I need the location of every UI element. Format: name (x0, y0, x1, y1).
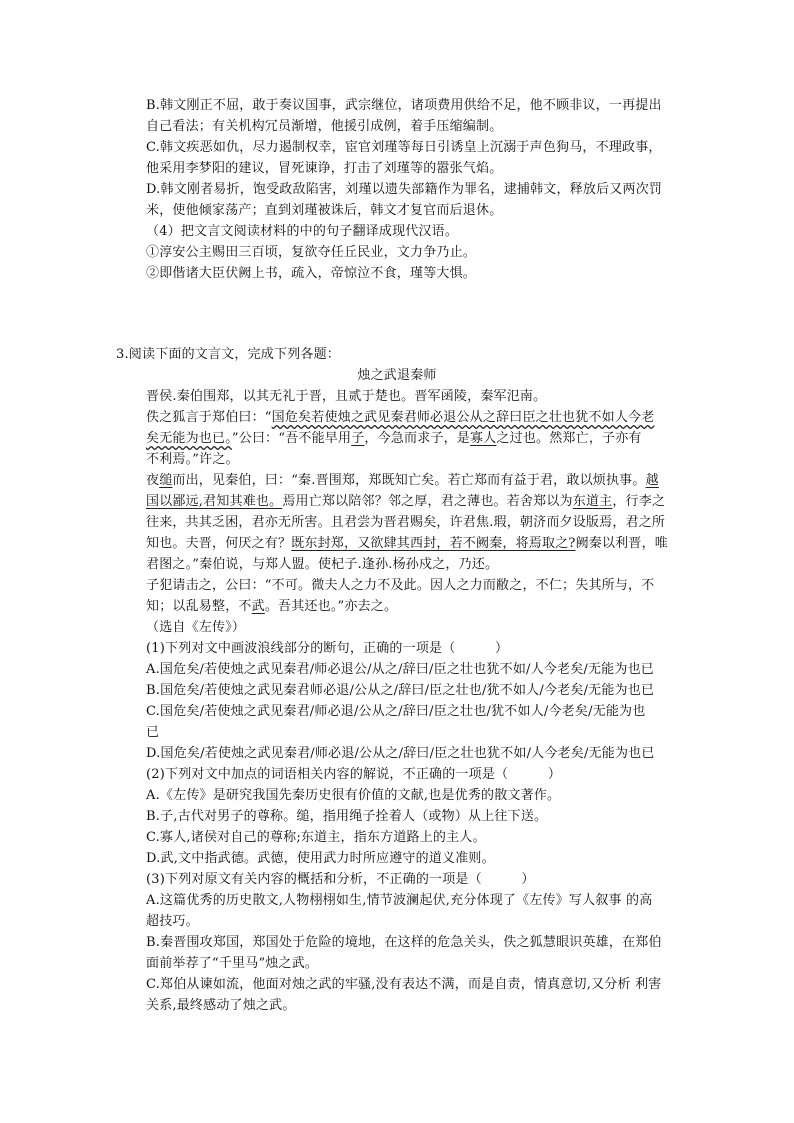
dotted-word-guaren: 寡人 (470, 431, 497, 446)
underlined-text: 越 (645, 473, 659, 488)
question-3-intro: 3.阅读下面的文言文，完成下列各题： (116, 347, 341, 362)
sub1-option-d: D.国危矣/若使烛之武见秦君/师必退/公从之/辞曰/臣之壮也犹不如/人今老矣/无能为也已 (146, 746, 655, 761)
sub2-option-a: A.《左传》是研究我国先秦历史很有价值的文献,也是优秀的散文著作。 (146, 788, 561, 803)
sub2-option-d: D.武,文中指武德。武德，使用武力时所应遵守的道义准则。 (146, 851, 495, 866)
passage-p2-line-1: 佚之狐言于郑伯曰：“国危矣若使烛之武见秦君师必退公从之辞曰臣之壮也犹不如人今老 (146, 410, 655, 425)
passage-paragraph-1: 晋侯.秦伯围郑，以其无礼于晋，且贰于楚也。晋军函陵，秦军氾南。 (146, 389, 547, 404)
dotted-word-zhui: 缒 (159, 473, 173, 488)
sub-question-3: (3)下列对原文有关内容的概括和分析，不正确的一项是（ ） (146, 872, 535, 887)
passage-source: （选自《左传》） (146, 620, 246, 635)
passage-p3-line-5: 君图之。”秦伯说，与郑人盟。使杞子.逢孙.杨孙戍之，乃还。 (146, 557, 499, 572)
option-d-line-2: 米，使他倾家荡产；直到刘瑾被诛后，韩文才复官而后退休。 (146, 203, 503, 218)
option-c-line-1: C.韩文疾恶如仇，尽力遏制权幸，宦官刘瑾等每日引诱皇上沉溺于声色狗马，不理政事， (146, 140, 662, 155)
sub3-option-a-line-1: A.这篇优秀的历史散文,人物栩栩如生,情节波澜起伏,充分体现了《左传》写人叙事 的高 (146, 893, 653, 908)
passage-p3-line-1: 夜缒而出，见秦伯，曰：“秦.晋围郑，郑既知亡矣。若亡郑而有益于君，敢以烦执事。越 (146, 473, 659, 488)
sub-question-1: (1)下列对文中画波浪线部分的断句，正确的一项是（ ） (146, 641, 509, 656)
sub2-option-b: B.子,古代对男子的尊称。缒，指用绳子拴着人（或物）从上往下送。 (146, 809, 548, 824)
translate-sentence-1: ①淳安公主赐田三百顷，复欲夺任丘民业，文力争乃止。 (146, 245, 477, 260)
passage-p3-line-3: 往来，共其乏困，君亦无所害。且君尝为晋君赐矣，许君焦.瑕，朝济而夕设版焉，君之所 (146, 515, 666, 530)
option-b-line-1: B.韩文刚正不屈，敢于奏议国事，武宗继位，诸项费用供给不足，他不顾非议，一再提出 (146, 98, 662, 113)
sub-question-2: (2)下列对文中加点的词语相关内容的解说，不正确的一项是（ ） (146, 767, 562, 782)
option-c-line-2: 他采用李梦阳的建议，冒死谏诤，打击了刘瑾等的嚣张气焰。 (146, 161, 503, 176)
option-d-line-1: D.韩文刚者易折，饱受政敌陷害，刘瑾以遗失部籍作为罪名，逮捕韩文，释放后又两次罚 (146, 182, 663, 197)
translate-sentence-2: ②即偕诸大臣伏阙上书，疏入，帝惊泣不食，瑾等大惧。 (146, 266, 477, 281)
sub3-option-b-line-1: B.秦晋围攻郑国，郑国处于危险的境地，在这样的危急关头，佚之狐慧眼识英雄，在郑伯 (146, 935, 662, 950)
wavy-underlined-text: 矣无能为也已。 (146, 431, 232, 446)
sub1-option-a: A.国危矣/若使烛之武见秦君/师必退公/从之/辞曰/臣之壮也犹不如/人今老矣/无能为也已 (146, 662, 654, 677)
wavy-underlined-text: 国危矣若使烛之武见秦君师必退公从之辞曰臣之壮也犹不如人今老 (271, 410, 655, 425)
sub3-option-b-line-2: 面前举荐了“千里马”烛之武。 (146, 956, 319, 971)
sub3-option-a-line-2: 超技巧。 (146, 914, 199, 929)
passage-p2-line-3: 不利焉。”许之。 (146, 452, 239, 467)
sub3-option-c-line-1: C.郑伯从谏如流，他面对烛之武的牢骚,没有表达不满，而是自责，情真意切,又分析 利害 (146, 977, 662, 992)
passage-p2-line-2: 矣无能为也已。”公曰：“吾不能早用子，今急而求子，是寡人之过也。然郑亡，子亦有 (146, 431, 642, 446)
dotted-word-wu: 武 (251, 599, 265, 614)
sub3-option-c-line-2: 关系,最终感动了烛之武。 (146, 998, 296, 1013)
sub1-option-b: B.国危矣/若使烛之武见秦君师必退/公从之/辞曰/臣之壮也/犹不如人/今老矣/无能为也已 (146, 683, 655, 698)
underlined-text: 既东封郑，又欲肆其西封，若不阙秦，将焉取之? (291, 536, 576, 551)
passage-p3-line-4: 知也。夫晋，何厌之有？既东封郑，又欲肆其西封，若不阙秦，将焉取之?阙秦以利晋，唯 (146, 536, 668, 551)
dotted-word-dongdaozhu: 东道主 (572, 494, 613, 509)
passage-title: 烛之武退秦师 (357, 368, 437, 383)
dotted-word-zi: 子 (351, 431, 365, 446)
sub1-option-c: C.国危矣/若使烛之武见秦君/师必退/公从之/辞曰/臣之壮也/犹不如人/今老矣/无能为也 (146, 704, 646, 719)
sub2-option-c: C.寡人,诸侯对自己的尊称;东道主，指东方道路上的主人。 (146, 830, 486, 845)
question-4-stem: （4）把文言文阅读材料的中的句子翻译成现代汉语。 (146, 224, 459, 239)
underlined-text: 国以鄙远,君知其难也。 (146, 494, 283, 509)
passage-p3-line-2: 国以鄙远,君知其难也。焉用亡郑以陪邻？邻之厚，君之薄也。若舍郑以为东道主，行李之 (146, 494, 666, 509)
sub1-option-c-cont: 已 (146, 725, 160, 740)
passage-p4-line-2: 知；以乱易整，不武。吾其还也。”亦去之。 (146, 599, 398, 614)
passage-p4-line-1: 子犯请击之，公曰：“不可。微夫人之力不及此。因人之力而敝之，不仁；失其所与，不 (146, 578, 655, 593)
option-b-line-2: 自己看法；有关机构冗员渐增，他援引成例，着手压缩编制。 (146, 119, 503, 134)
